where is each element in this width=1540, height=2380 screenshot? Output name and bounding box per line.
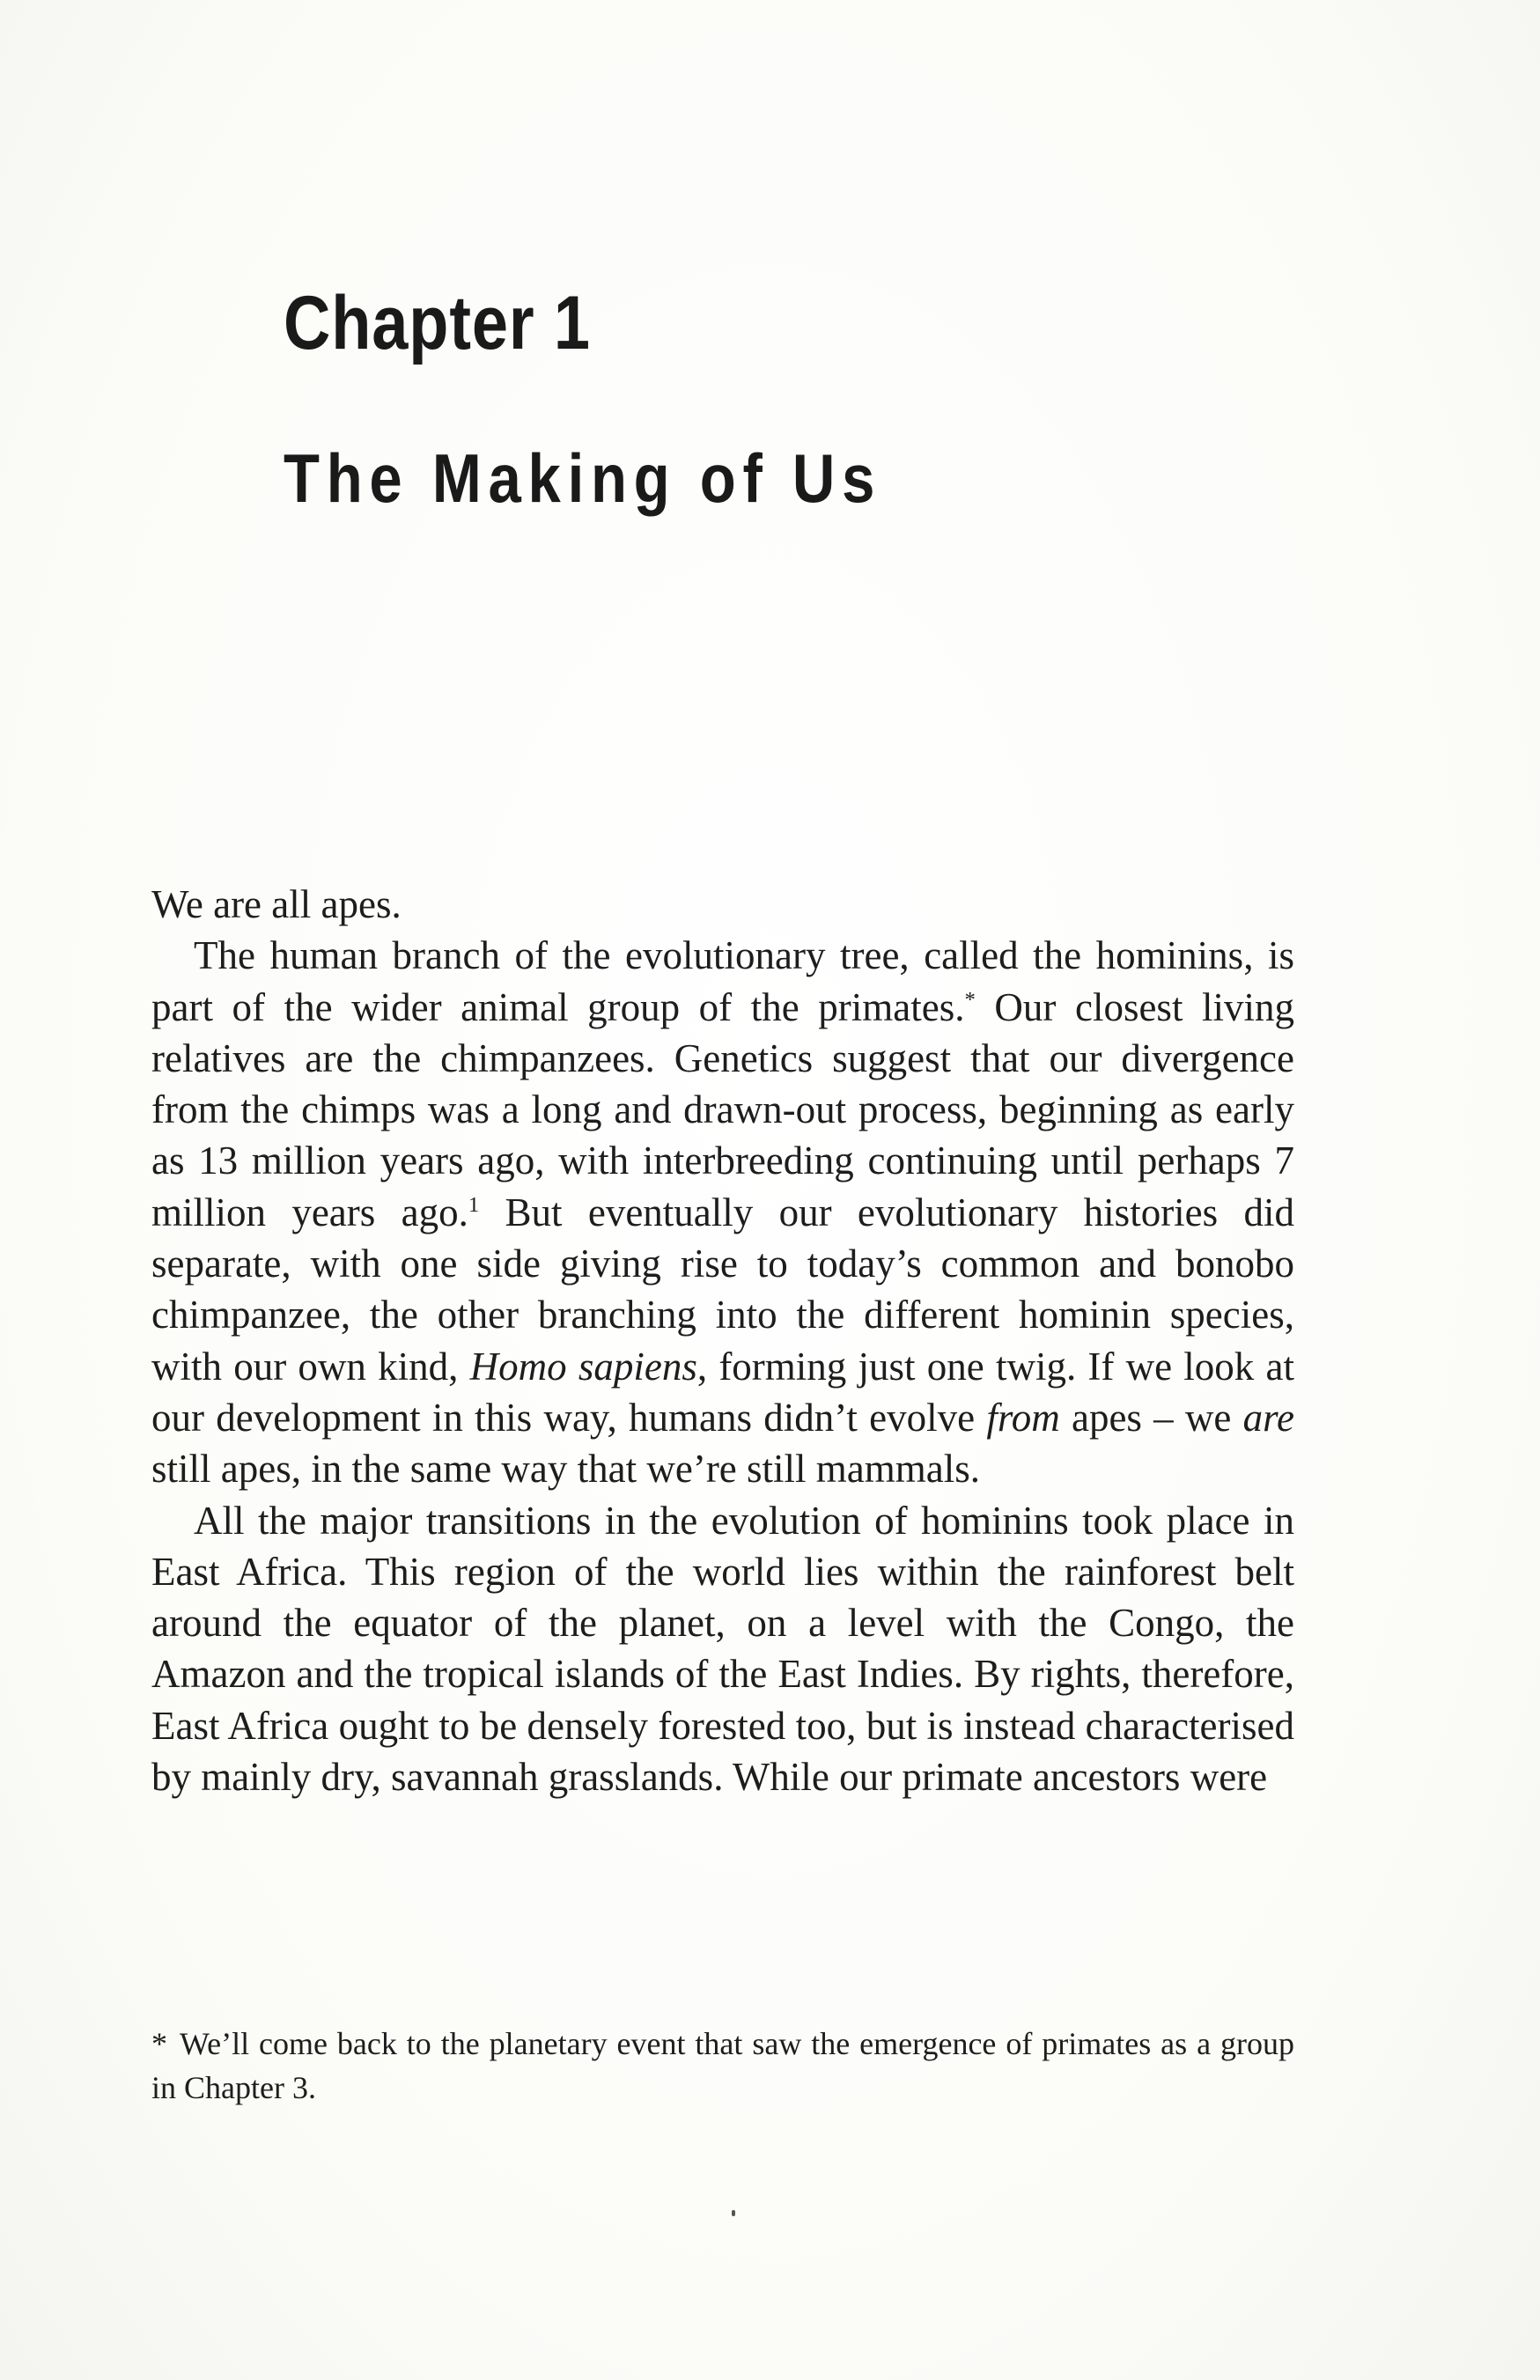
page-speck — [732, 2210, 735, 2216]
species-name: Homo sapiens — [469, 1344, 697, 1389]
paragraph-2-text-d: , forming just one twig. If we look at our development in this way, humans didn’t evolve — [151, 1344, 1294, 1440]
chapter-label: Chapter 1 — [284, 281, 591, 365]
paragraph-2 — [151, 930, 1294, 1494]
emphasis-from: from — [986, 1395, 1060, 1440]
footnote-marker: * — [151, 2026, 167, 2061]
paragraph-2-text-b: Our closest living relatives are the chimpanzees. Genetics suggest that our divergence from the chimps was a long and drawn-out process, beginning as early as 13 million years ago, with interbreeding continuing until perhaps 7 million years ago. — [151, 984, 1295, 1234]
paragraph-1: We are all apes. — [151, 882, 402, 926]
paragraph-2-text-e: apes – we — [1059, 1395, 1243, 1440]
endnote-reference: 1 — [468, 1192, 480, 1217]
emphasis-are: are — [1242, 1395, 1294, 1440]
paragraph-2-text-a: The human branch of the evolutionary tree, called the hominins, is part of the wider animal group of the primates. — [151, 933, 1294, 1029]
paragraph-3: All the major transitions in the evolution of hominins took place in East Africa. This region of the world lies within the rainforest belt around the equator of the planet, on a level with the Congo, the Amazon and the tropical islands of the East Indies. By rights, therefore, East Africa ought to be densely forested too, but is instead characterised by mainly dry, savannah grasslands. While our primate ancestors were — [151, 1498, 1294, 1800]
body-text — [151, 879, 1294, 1802]
footnote — [151, 2022, 1294, 2110]
paragraph-2-text-c: But eventually our evolutionary histories did separate, with one side giving rise to today’s common and bonobo chimpanzee, the other branching into the different hominin species, with our own kind, — [151, 1190, 1294, 1389]
chapter-title: The Making of Us — [284, 439, 882, 517]
paragraph-2-text-f: still apes, in the same way that we’re still mammals. — [151, 1447, 981, 1492]
footnote-text: We’ll come back to the planetary event that saw the emergence of primates as a group in Chapter 3. — [151, 2026, 1294, 2105]
footnote-reference: * — [964, 987, 976, 1012]
